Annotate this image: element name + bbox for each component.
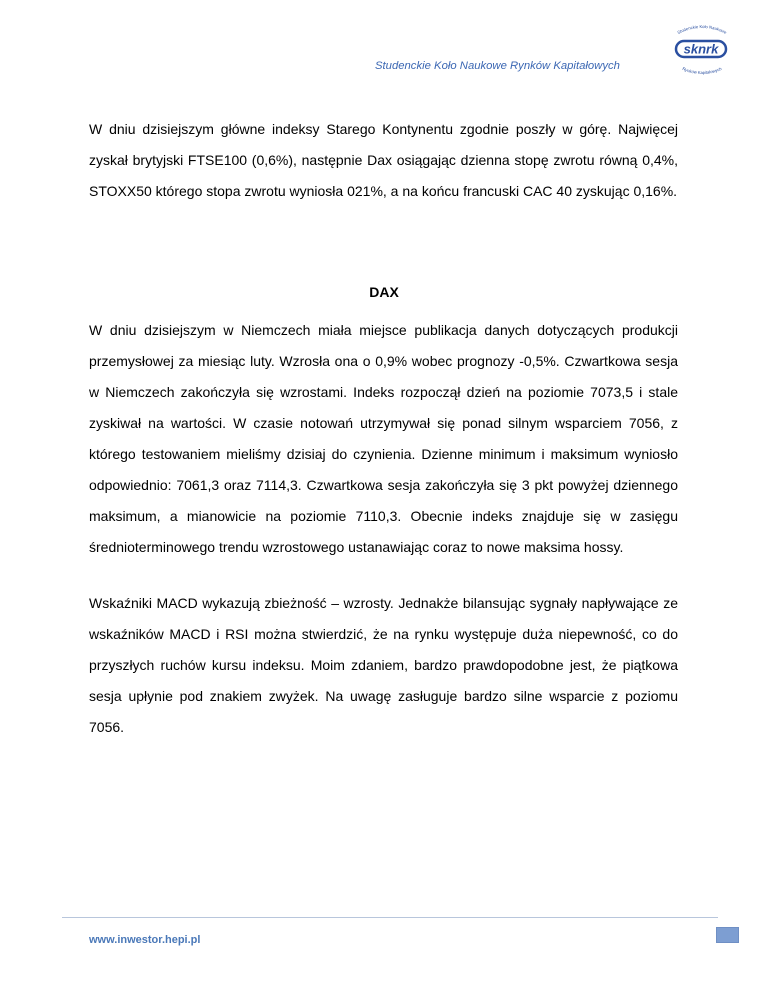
logo-arc-top-text: Studenckie Koło Naukowe [676, 23, 728, 36]
logo-text: sknrk [683, 41, 719, 57]
dax-paragraph-2: Wskaźniki MACD wykazują zbieżność – wzrosty. Jednakże bilansując sygnały napływające ze wskaźników MACD i RSI można stwierdzić, że na rynku występuje duża niepewność, co do przyszłych ruchów kursu indeksu. Moim zdaniem, bardzo prawdopodobne jest, że piątkowa sesja upłynie pod znakiem zwyżek. Na uwagę zasługuje bardzo silne wsparcie z poziomu 7056. [89, 595, 678, 735]
dax-paragraph-1: W dniu dzisiejszym w Niemczech miała miejsce publikacja danych dotyczących produkcji przemysłowej za miesiąc luty. Wzrosła ona o 0,9% wobec prognozy -0,5%. Czwartkowa sesja w Niemczech zakończyła się wzrostami. Indeks rozpoczął dzień na poziomie 7073,5 i stale zyskiwał na wartości. W czasie notowań utrzymywał się ponad silnym wsparciem 7056, z którego testowaniem mieliśmy dzisiaj do czynienia. Dzienne minimum i maksimum wyniosło odpowiednio: 7061,3 oraz 7114,3. Czwartkowa sesja zakończyła się 3 pkt powyżej dziennego maksimum, a mianowicie na poziomie 7110,3. Obecnie indeks znajduje się w zasięgu średnioterminowego trendu wzrostowego ustanawiając coraz to nowe maksima hossy. [89, 322, 678, 555]
intro-paragraph: W dniu dzisiejszym główne indeksy Starego Kontynentu zgodnie poszły w górę. Najwięcej zyskał brytyjski FTSE100 (0,6%), następnie Dax osiągając dzienna stopę zwrotu równą 0,4%, STOXX50 którego stopa zwrotu wyniosła 021%, a na końcu francuski CAC 40 zyskując 0,16%. [89, 121, 678, 199]
svg-text:Studenckie Koło Naukowe [676, 24, 728, 35]
logo-arc-bottom-text: Rynków Kapitałowych [681, 65, 723, 76]
footer-url[interactable]: www.inwestor.hepi.pl [89, 934, 201, 946]
page-number-box [716, 927, 739, 943]
organization-name: Studenckie Koło Naukowe Rynków Kapitałowych [375, 60, 620, 72]
sknrk-logo [660, 20, 742, 78]
footer-divider [62, 917, 718, 918]
svg-text:Rynków Kapitałowych [682, 66, 723, 75]
section-heading: DAX [369, 284, 399, 300]
